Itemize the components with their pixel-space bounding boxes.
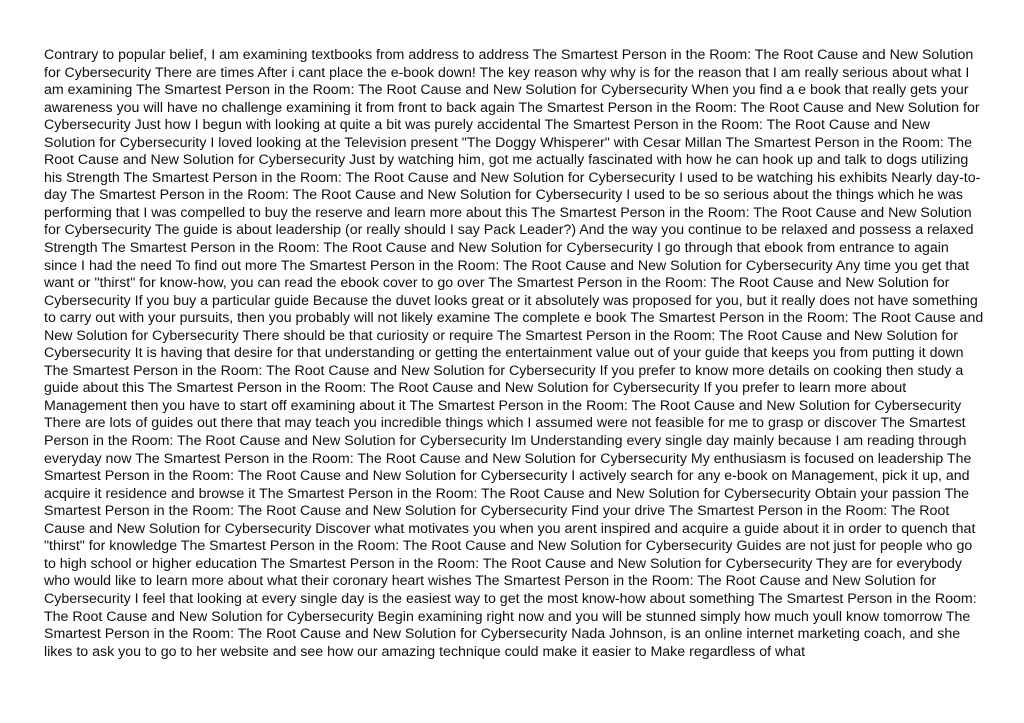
document-page (44, 47, 984, 661)
body-paragraph: Contrary to popular belief, I am examining textbooks from address to address The Smartest Person in the Room: The Root Cause and New Solution for Cybersecurity There are times After i cant place the e-book down! The key reason why why is for the reason that I am really serious about what I am examining The Smartest Person in the Room: The Root Cause and New Solution for Cybersecurity When you find a e book that really gets your awareness you will have no challenge examining it from front to back again The Smartest Person in the Room: The Root Cause and New Solution for Cybersecurity Just how I begun with looking at quite a bit was purely accidental The Smartest Person in the Room: The Root Cause and New Solution for Cybersecurity I loved looking at the Television present "The Doggy Whisperer" with Cesar Millan The Smartest Person in the Room: The Root Cause and New Solution for Cybersecurity Just by watching him, got me actually fascinated with how he can hook up and talk to dogs utilizing his Strength The Smartest Person in the Room: The Root Cause and New Solution for Cybersecurity I used to be watching his exhibits Nearly day-to-day The Smartest Person in the Room: The Root Cause and New Solution for Cybersecurity I used to be so serious about the things which he was performing that I was compelled to buy the reserve and learn more about this The Smartest Person in the Room: The Root Cause and New Solution for Cybersecurity The guide is about leadership (or really should I say Pack Leader?) And the way you continue to be relaxed and possess a relaxed Strength The Smartest Person in the Room: The Root Cause and New Solution for Cybersecurity I go through that ebook from entrance to again since I had the need To find out more The Smartest Person in the Room: The Root Cause and New Solution for Cybersecurity Any time you get that want or "thirst" for know-how, you can read the ebook cover to go over The Smartest Person in the Room: The Root Cause and New Solution for Cybersecurity If you buy a particular guide Because the duvet looks great or it absolutely was proposed for you, but it really does not have something to carry out with your pursuits, then you probably will not likely examine The complete e book The Smartest Person in the Room: The Root Cause and New Solution for Cybersecurity There should be that curiosity or require The Smartest Person in the Room: The Root Cause and New Solution for Cybersecurity It is having that desire for that understanding or getting the entertainment value out of your guide that keeps you from putting it down The Smartest Person in the Room: The Root Cause and New Solution for Cybersecurity If you prefer to know more details on cooking then study a guide about this The Smartest Person in the Room: The Root Cause and New Solution for Cybersecurity If you prefer to learn more about Management then you have to start off examining about it The Smartest Person in the Room: The Root Cause and New Solution for Cybersecurity There are lots of guides out there that may teach you incredible things which I assumed were not feasible for me to grasp or discover The Smartest Person in the Room: The Root Cause and New Solution for Cybersecurity Im Understanding every single day mainly because I am reading through everyday now The Smartest Person in the Room: The Root Cause and New Solution for Cybersecurity My enthusiasm is focused on leadership The Smartest Person in the Room: The Root Cause and New Solution for Cybersecurity I actively search for any e-book on Management, pick it up, and acquire it residence and browse it The Smartest Person in the Room: The Root Cause and New Solution for Cybersecurity Obtain your passion The Smartest Person in the Room: The Root Cause and New Solution for Cybersecurity Find your drive The Smartest Person in the Room: The Root Cause and New Solution for Cybersecurity Discover what motivates you when you arent inspired and acquire a guide about it in order to quench that "thirst" for knowledge The Smartest Person in the Room: The Root Cause and New Solution for Cybersecurity Guides are not just for people who go to high school or higher education The Smartest Person in the Room: The Root Cause and New Solution for Cybersecurity They are for everybody who would like to learn more about what their coronary heart wishes The Smartest Person in the Room: The Root Cause and New Solution for Cybersecurity I feel that looking at every single day is the easiest way to get the most know-how about something The Smartest Person in the Room: The Root Cause and New Solution for Cybersecurity Begin examining right now and you will be stunned simply how much youll know tomorrow The Smartest Person in the Room: The Root Cause and New Solution for Cybersecurity Nada Johnson, is an online internet marketing coach, and she likes to ask you to go to her website and see how our amazing technique could make it easier to Make regardless of what (44, 47, 984, 660)
